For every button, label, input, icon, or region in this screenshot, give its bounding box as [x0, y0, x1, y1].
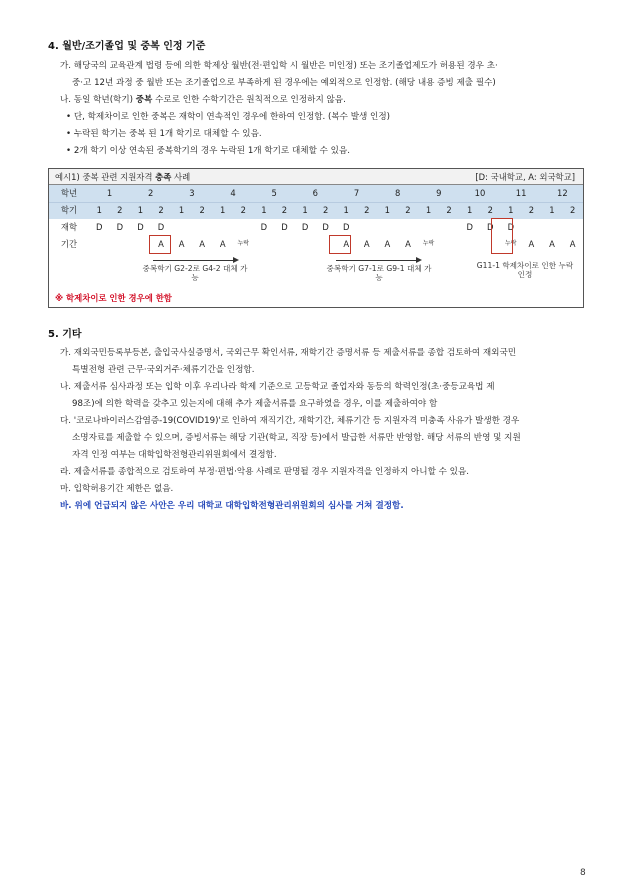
bullet-item: • 누락된 학기는 중복 된 1개 학기로 대체할 수 있음. [66, 126, 586, 143]
year-cell: 10 [459, 185, 500, 202]
d-cell [398, 219, 419, 236]
term-cell: 1 [254, 202, 275, 219]
example-title-post: 사례 [171, 172, 191, 182]
term-cell: 2 [192, 202, 213, 219]
year-cell: 9 [418, 185, 459, 202]
d-cell [521, 219, 542, 236]
highlight-box-g2-2 [149, 235, 171, 254]
row-label: 학기 [49, 202, 89, 219]
section-5-item-na [60, 379, 588, 413]
term-cell: 1 [336, 202, 357, 219]
year-cell: 12 [542, 185, 583, 202]
term-cell: 1 [130, 202, 151, 219]
d-cell: D [281, 222, 288, 233]
term-cell: 1 [212, 202, 233, 219]
term-cell: 1 [542, 202, 563, 219]
a-cell [295, 236, 316, 253]
term-cell: 2 [521, 202, 542, 219]
d-cell [377, 219, 398, 236]
d-cell [542, 219, 563, 236]
example-title-pre: 예시1) 중복 관련 지원자격 [55, 172, 156, 182]
a-cell [130, 236, 151, 253]
example-legend: [D: 국내학교, A: 외국학교] [475, 172, 575, 182]
annotation-note-2: 중복학기 G7-1로 G9-1 대체 가능 [326, 264, 432, 282]
section-4-ga-line1: 가. 해당국의 교육관계 법령 등에 의한 학제상 월반(전·편입학 시 월반은 미인정) 또는 조기졸업제도가 허용된 경우 초· [60, 61, 498, 71]
section-4-na-bold: 중복 [135, 95, 153, 105]
term-cell: 1 [501, 202, 522, 219]
a-cell [254, 236, 275, 253]
year-cell: 5 [254, 185, 295, 202]
a-cell: A [405, 239, 411, 250]
term-cell: 2 [356, 202, 377, 219]
highlight-box-g11-1 [491, 218, 513, 254]
section-4-bullet-list [66, 109, 586, 160]
term-cell: 2 [480, 202, 501, 219]
a-cell: A [199, 239, 206, 250]
d-cell [356, 219, 377, 236]
d-cell [439, 219, 460, 236]
d-cell: D [157, 222, 165, 233]
d-cell: D [137, 222, 144, 233]
section-4-na-post: 수로로 인한 수학기간은 원칙적으로 인정하지 않음. [152, 95, 346, 105]
section-5-da-line1: 다. '코로나바이러스감염증-19(COVID19)'로 인하여 재직기간, 재학기간, 체류기간 등 지원자격 미충족 사유가 발생한 경우 [60, 416, 520, 426]
term-cell: 1 [171, 202, 192, 219]
term-cell: 1 [377, 202, 398, 219]
row-label: 기간 [60, 239, 78, 250]
term-cell: 2 [233, 202, 254, 219]
example-title-bold: 충족 [155, 172, 172, 182]
d-cell: D [466, 222, 473, 233]
a-cell [89, 236, 110, 253]
a-cell: A [384, 239, 391, 250]
section-4-item-ga [60, 58, 588, 92]
section-4-title: 4. 월반/조기졸업 및 중복 인정 기준 [48, 41, 206, 52]
d-cell: D [322, 222, 329, 233]
term-cell: 1 [295, 202, 316, 219]
a-cell [459, 236, 480, 253]
example-footer-note: ※ 학제차이로 인한 경우에 한함 [55, 293, 172, 303]
a-cell-missing: 누락 [505, 240, 517, 248]
section-5-na-line1: 나. 제출서류 심사과정 또는 입학 이후 우리나라 학제 기준으로 고등학교 졸업자와 동등의 학력인정(초·중등교육법 제 [60, 382, 495, 392]
year-cell: 11 [501, 185, 542, 202]
a-cell: A [528, 239, 535, 250]
section-4-item-na [60, 92, 588, 109]
term-cell: 1 [89, 202, 110, 219]
term-cell: 1 [459, 202, 480, 219]
section-5-item-ra: 라. 제출서류를 종합적으로 검토하여 부정·편법·악용 사례로 판명될 경우 지원자격을 인정하지 아니할 수 있음. [60, 467, 469, 477]
year-cell: 1 [89, 185, 130, 202]
a-cell: A [178, 239, 185, 250]
section-5-na-line2: 98조)에 의한 학력을 갖추고 있는지에 대해 추가 제출서류를 요구하였을 경우, 이를 제출하여야 함 [72, 399, 438, 409]
d-cell [418, 219, 439, 236]
arrow-right-icon [336, 260, 420, 261]
a-cell-missing: 누락 [422, 240, 435, 248]
section-5-da-line2: 소명자료를 제출할 수 있으며, 증빙서류는 해당 기관(학교, 직장 등)에서 발급한 서류만 반영함. 해당 서류의 반영 및 지원 [72, 433, 521, 443]
a-cell [439, 236, 460, 253]
a-cell: A [549, 239, 555, 250]
d-cell [212, 219, 233, 236]
example-header [49, 169, 583, 185]
d-cell: D [96, 222, 103, 233]
year-cell: 4 [212, 185, 253, 202]
section-4-ga-line2: 중·고 12년 과정 중 월반 또는 조기졸업으로 부족하게 된 경우에는 예외적으로 인정함. (해당 내용 증빙 제출 필수) [72, 78, 496, 88]
a-cell: A [158, 239, 164, 250]
year-cell: 7 [336, 185, 377, 202]
d-cell: D [487, 222, 494, 233]
section-5-item-da [60, 413, 588, 464]
section-5-item-ba: 바. 위에 언급되지 않은 사안은 우리 대학교 대학입학전형관리위원회의 심사를 거쳐 결정함. [60, 501, 404, 511]
example-box [48, 168, 584, 308]
a-cell: A [569, 239, 576, 250]
annotation-note-3: G11-1 학제차이로 인한 누락 인정 [476, 261, 574, 279]
d-cell [192, 219, 213, 236]
section-5-ga-line1: 가. 재외국민등록부등본, 출입국사실증명서, 국외근무 확인서류, 재학기간 증명서류 등 제출서류를 종합 검토하여 재외국민 [60, 348, 517, 358]
highlight-box-g7-1 [329, 235, 351, 254]
a-cell: A [343, 239, 350, 250]
annotation-note-1: 중복학기 G2-2로 G4-2 대체 가능 [142, 264, 248, 282]
section-4-na-pre: 나. 동일 학년(학기) [60, 95, 136, 105]
term-cell: 2 [151, 202, 172, 219]
a-cell [110, 236, 131, 253]
d-cell: D [301, 222, 309, 233]
bullet-item: • 2개 학기 이상 연속된 중복학기의 경우 누락된 1개 학기로 대체할 수 있음. [66, 143, 586, 160]
a-cell-missing: 누락 [237, 240, 250, 248]
year-cell: 3 [171, 185, 212, 202]
year-cell: 2 [130, 185, 171, 202]
term-cell: 2 [315, 202, 336, 219]
d-cell: D [260, 222, 268, 233]
section-5-item-ma: 마. 입학허용기간 제한은 없음. [60, 484, 174, 494]
year-cell: 8 [377, 185, 418, 202]
a-cell: A [219, 239, 226, 250]
d-cell: D [507, 222, 515, 233]
a-cell [274, 236, 295, 253]
bullet-item: • 단, 학제차이로 인한 중복은 재학이 연속적인 경우에 한하여 인정함. (복수 발생 인정) [66, 109, 586, 126]
term-cell: 1 [418, 202, 439, 219]
term-cell: 2 [398, 202, 419, 219]
term-cell: 2 [274, 202, 295, 219]
term-cell: 2 [110, 202, 131, 219]
section-5-title: 5. 기타 [48, 329, 82, 340]
d-cell [171, 219, 192, 236]
page-number: 8 [580, 868, 586, 878]
year-cell: 6 [295, 185, 336, 202]
term-cell: 2 [562, 202, 583, 219]
d-cell: D [342, 222, 350, 233]
row-label: 재학 [60, 222, 78, 233]
section-5-item-ga [60, 345, 588, 379]
arrow-right-icon [153, 260, 237, 261]
table-row-term [49, 202, 583, 219]
section-5-ga-line2: 특별전형 관련 근무·국외거주·체류기간을 인정함. [72, 365, 255, 375]
a-cell: A [363, 239, 370, 250]
term-cell: 2 [439, 202, 460, 219]
d-cell [562, 219, 583, 236]
row-label: 학년 [49, 185, 89, 202]
d-cell: D [116, 222, 124, 233]
d-cell [233, 219, 254, 236]
section-5-da-line3: 자격 인정 여부는 대학입학전형관리위원회에서 결정함. [72, 450, 277, 460]
table-row-year [49, 185, 583, 202]
